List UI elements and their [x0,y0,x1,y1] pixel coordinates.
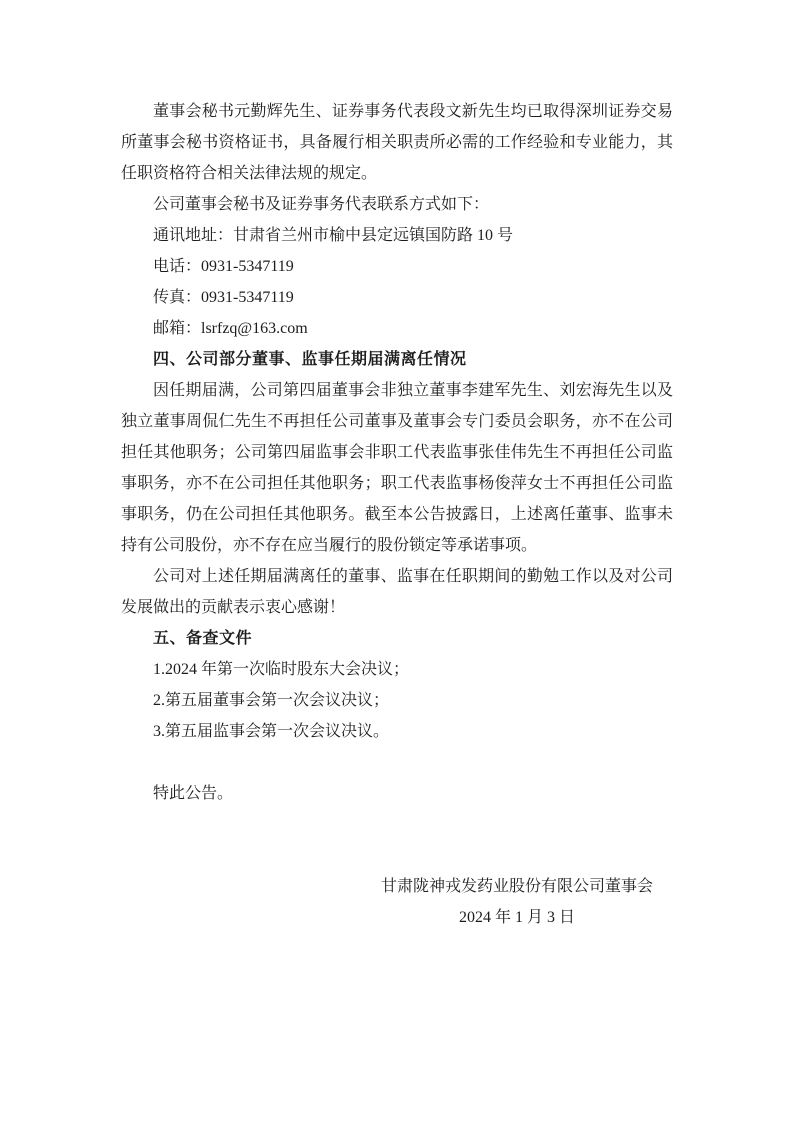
reference-file-item-3: 3.第五届监事会第一次会议决议。 [153,723,390,740]
signature-block [381,871,653,933]
paragraph-secretary-qualification: 董事会秘书元勤辉先生、证券事务代表段文新先生均已取得深圳证券交易所董事会秘书资格证书，具备履行相关职责所必需的工作经验和专业能力，其任职资格符合相关法律法规的规定。 [121,103,673,182]
reference-file-item-2: 2.第五届董事会第一次会议决议； [153,692,390,709]
section-5-heading: 五、备查文件 [153,630,253,647]
signature-date: 2024 年 1 月 3 日 [458,909,575,926]
contact-phone-line: 电话：0931-5347119 [153,258,294,275]
contact-email-line: 邮箱：lsrfzq@163.com [153,320,308,337]
section-4-heading: 四、公司部分董事、监事任期届满离任情况 [153,351,467,368]
reference-file-item-1: 1.2024 年第一次临时股东大会决议； [153,661,410,678]
contact-fax-line: 传真：0931-5347119 [153,289,294,306]
contact-address-line: 通讯地址：甘肃省兰州市榆中县定远镇国防路 10 号 [153,227,514,244]
paragraph-gratitude: 公司对上述任期届满离任的董事、监事在任职期间的勤勉工作以及对公司发展做出的贡献表示衷心感谢！ [121,568,673,616]
closing-line: 特此公告。 [153,785,234,802]
paragraph-departure-details: 因任期届满，公司第四届董事会非独立董事李建军先生、刘宏海先生以及独立董事周侃仁先生不再担任公司董事及董事会专门委员会职务，亦不在公司担任其他职务；公司第四届监事会非职工代表监事张佳伟先生不再担任公司监事职务，亦不在公司担任其他职务；职工代表监事杨俊萍女士不再担任公司监事职务，仍在公司担任其他职务。截至本公告披露日，上述离任董事、监事未持有公司股份，亦不存在应当履行的股份锁定等承诺事项。 [121,382,673,554]
contact-intro-line: 公司董事会秘书及证券事务代表联系方式如下： [153,196,490,213]
signature-company: 甘肃陇神戎发药业股份有限公司董事会 [380,878,653,895]
